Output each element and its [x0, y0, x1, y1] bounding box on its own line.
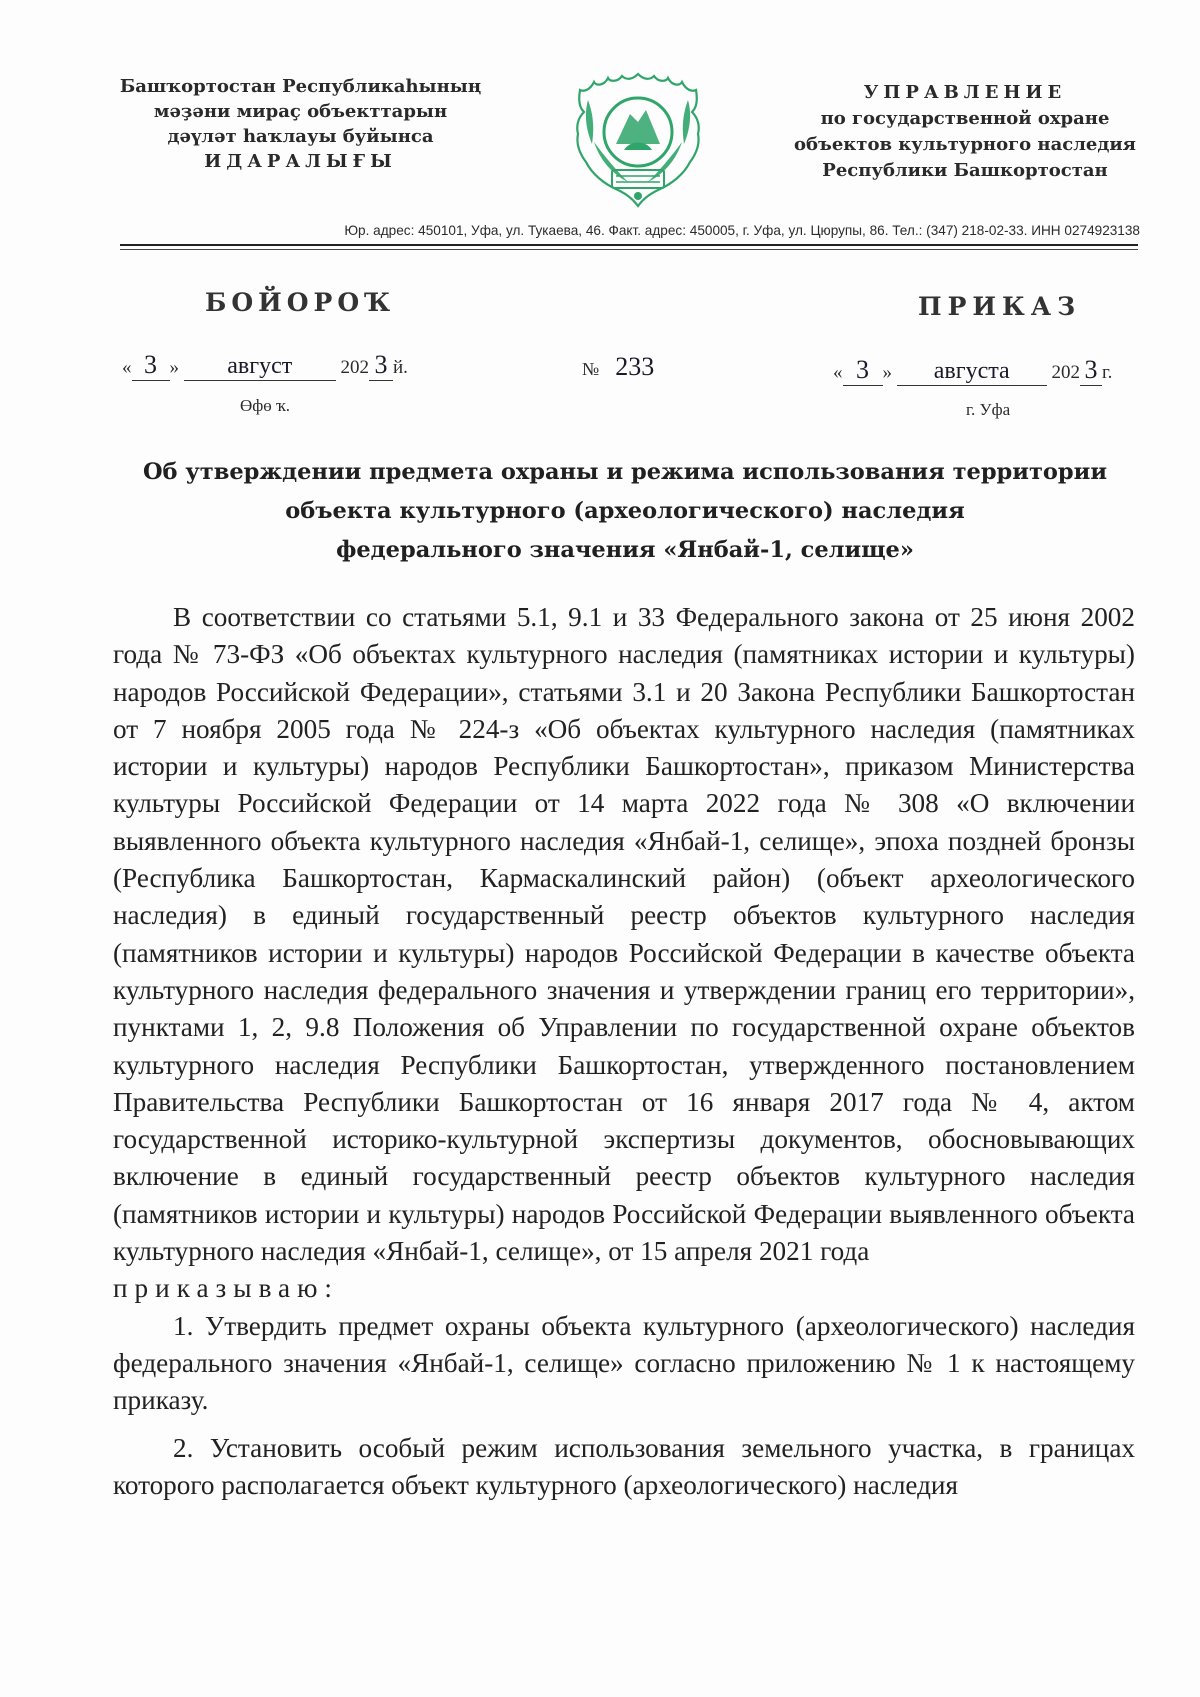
letterhead-rule-thick [120, 244, 1138, 246]
document-title [110, 453, 1140, 570]
header-russian-line-2: по государственной охране [820, 108, 1110, 129]
date-open-quote: « [833, 362, 843, 383]
number-handwritten: 233 [615, 352, 655, 381]
date-month-handwritten: августа [897, 358, 1047, 386]
date-month-handwritten: август [184, 353, 336, 381]
date-year-abbr: г. [1102, 362, 1113, 383]
date-day-handwritten: 3 [132, 350, 170, 381]
header-russian-line-3: объектов культурного наследия [794, 134, 1136, 155]
header-russian-line-4: Республики Башкортостан [822, 160, 1108, 181]
city-russian: г. Уфа [966, 400, 1011, 419]
order-title-bashkir: БОЙОРОҠ [205, 288, 396, 317]
date-year-prefix: 202 [1051, 362, 1080, 383]
header-bashkir-line-1: Башҡортостан Республикаһының [119, 76, 482, 97]
coat-of-arms-icon [572, 70, 704, 212]
date-close-quote: » [882, 362, 892, 383]
header-bashkir-line-3: дәүләт һаҡлауы буйынса [167, 126, 434, 147]
date-open-quote: « [122, 357, 132, 378]
document-title-line-2: объекта культурного (археологического) наследия [285, 498, 965, 524]
header-russian-block [790, 80, 1140, 184]
header-bashkir-block [108, 74, 493, 174]
letterhead-address: Юр. адрес: 450101, Уфа, ул. Тукаева, 46. Факт. адрес: 450005, г. Уфа, ул. Цюрупы, 86. Тел.: (347) 218-02-33. ИНН 0274923138 [344, 223, 1140, 238]
header-bashkir-line-2: мәҙәни мираҫ объекттарын [153, 101, 448, 122]
item-1-paragraph: 1. Утвердить предмет охраны объекта культурного (археологического) наследия федерального значения «Янбай-1, селище» согласно приложению № 1 к настоящему приказу. [113, 1310, 1135, 1416]
date-year-suffix-handwritten: 3 [1080, 355, 1102, 386]
item-2-paragraph: 2. Установить особый режим использования земельного участка, в границах которого располагается объект культурного (археологического) наследия [113, 1432, 1135, 1500]
letterhead-rule-thin [120, 249, 1138, 250]
document-title-line-1: Об утверждении предмета охраны и режима использования территории [142, 459, 1108, 485]
order-title-russian: ПРИКАЗ [918, 292, 1082, 321]
date-line-bashkir [122, 350, 408, 381]
date-year-abbr: й. [393, 357, 408, 378]
document-body [113, 599, 1135, 1504]
directive-word: приказываю: [113, 1273, 339, 1304]
number-sign: № [582, 359, 600, 379]
preamble-paragraph: В соответствии со статьями 5.1, 9.1 и 33 Федерального закона от 25 июня 2002 года № 73-ФЗ «Об объектах культурного наследия (памятниках истории и культуры) народов Российской Федерации», статьями 3.1 и 20 Закона Республики Башкортостан от 7 ноября 2005 года № 224-з «Об объектах культурного наследия (памятниках истории и культуры) народов Республики Башкортостан», приказом Министерства культуры Российской Федерации от 14 марта 2022 года № 308 «О включении выявленного объекта культурного наследия «Янбай-1, селище», эпоха поздней бронзы (Республика Башкортостан, Кармаскалинский район) (объект археологического наследия) в единый государственный реестр объектов культурного наследия (памятников истории и культуры) народов Российской Федерации в качестве объекта культурного наследия федерального значения и утверждении границ его территории», пунктами 1, 2, 9.8 Положения об Управлении по государственной охране объектов культурного наследия Республики Башкортостан, утвержденного постановлением Правительства Республики Башкортостан от 16 января 2017 года № 4, актом государственной историко-культурной экспертизы документов, обосновывающих включение в единый государственный реестр объектов культурного наследия (памятников истории и культуры) народов Российской Федерации выявленного объекта культурного наследия «Янбай-1, селище», от 15 апреля 2021 года [113, 602, 1135, 1267]
date-day-handwritten: 3 [843, 355, 883, 386]
date-close-quote: » [169, 357, 179, 378]
city-bashkir: Өфө ҡ. [240, 396, 291, 415]
header-russian-line-1: УПРАВЛЕНИЕ [863, 82, 1067, 103]
header-bashkir-line-4: ИДАРАЛЫҒЫ [204, 151, 397, 172]
order-number [582, 352, 654, 382]
date-line-russian [833, 355, 1112, 386]
date-year-suffix-handwritten: 3 [369, 350, 393, 381]
date-year-prefix: 202 [340, 357, 369, 378]
document-title-line-3: федерального значения «Янбай-1, селище» [336, 537, 914, 563]
